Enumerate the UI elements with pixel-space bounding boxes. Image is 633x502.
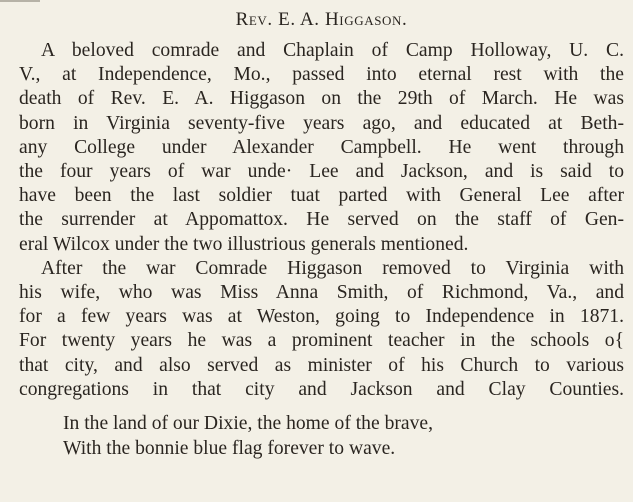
paragraph-line: have been the last soldier tuat parted with General Lee after [19, 185, 624, 207]
paragraph-line: After the war Comrade Higgason removed to Virginia with [41, 257, 624, 279]
paragraph-line: that city, and also served as minister of his Church to various [19, 354, 624, 376]
paragraph-line: death of Rev. E. A. Higgason on the 29th of March. He was [19, 88, 624, 110]
paragraph-1 [19, 39, 624, 257]
verse-line: With the bonnie blue flag forever to wave. [63, 438, 396, 460]
obituary-body [19, 39, 624, 402]
verse-stanza [63, 411, 624, 461]
paragraph-2 [19, 257, 624, 402]
paragraph-line: A beloved comrade and Chaplain of Camp Holloway, U. C. [41, 40, 624, 61]
paragraph-line: his wife, who was Miss Anna Smith, of Richmond, Va., and [19, 282, 624, 304]
obituary-title: Rev. E. A. Higgason. [235, 9, 408, 30]
paragraph-line: the four years of war unde· Lee and Jackson, and is said to [19, 161, 624, 183]
paragraph-line: For twenty years he was a prominent teacher in the schools o{ [19, 330, 624, 352]
paragraph-line: congregations in that city and Jackson and Clay Counties. [19, 378, 624, 400]
page-top-rule [0, 0, 40, 5]
paragraph-line: the surrender at Appomattox. He served on the staff of Gen- [19, 209, 624, 231]
paragraph-line: V., at Independence, Mo., passed into eternal rest with the [19, 64, 624, 86]
paragraph-line: born in Virginia seventy-five years ago, and educated at Beth- [19, 112, 624, 134]
paragraph-line: eral Wilcox under the two illustrious generals mentioned. [19, 233, 469, 255]
paragraph-line: any College under Alexander Campbell. He went through [19, 136, 624, 158]
paragraph-line: for a few years was at Weston, going to Independence in 1871. [19, 306, 624, 328]
verse-line: In the land of our Dixie, the home of the brave, [63, 413, 433, 435]
